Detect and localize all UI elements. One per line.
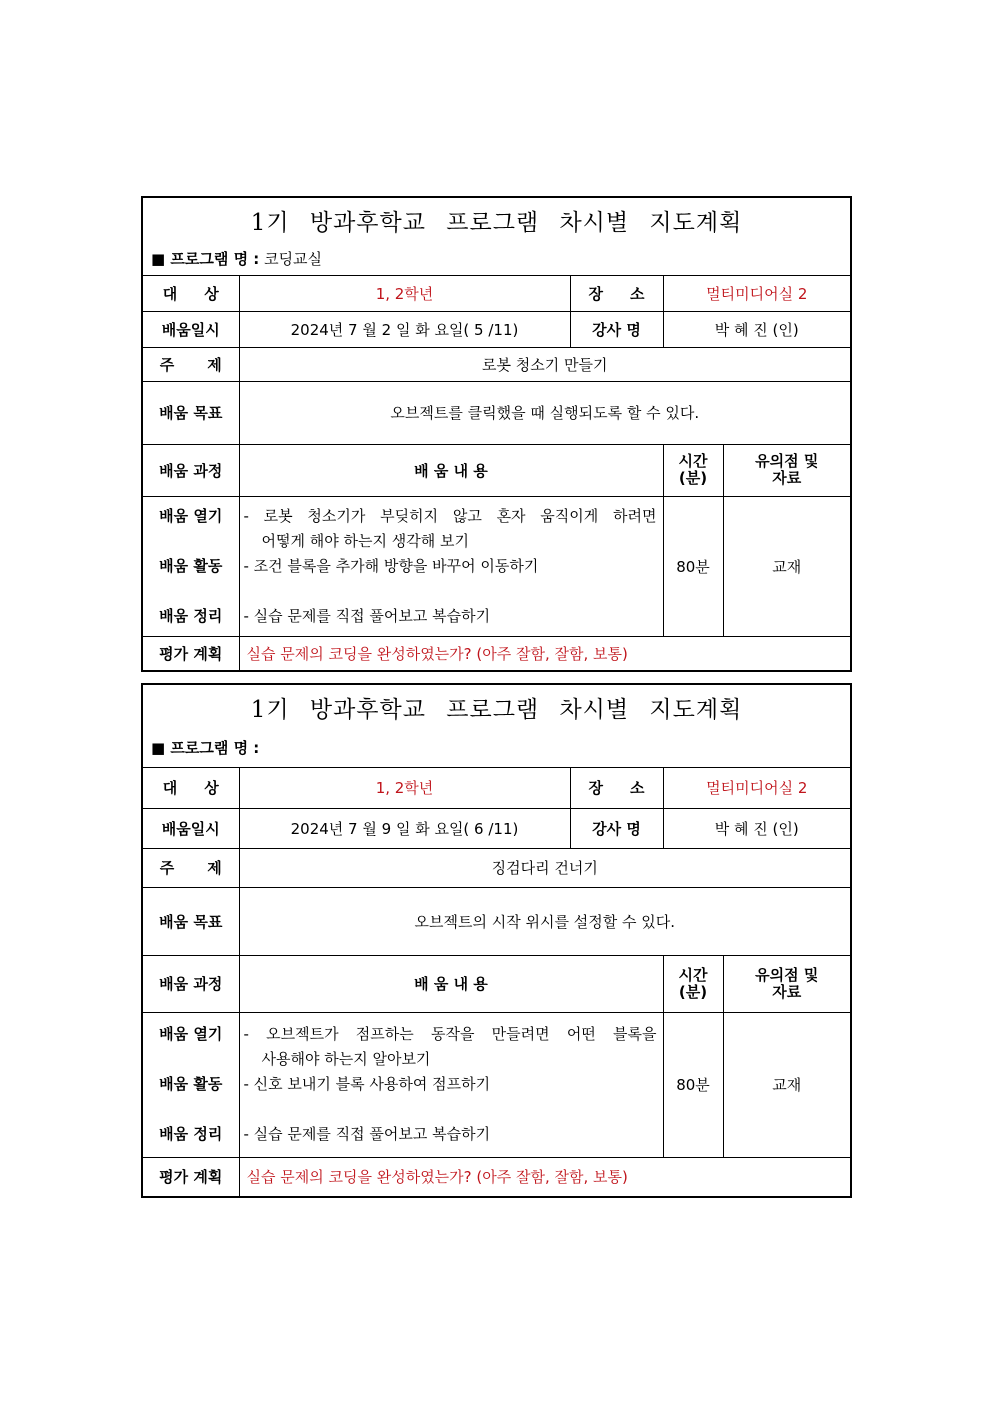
step-activity: 배움 활동 bbox=[159, 556, 223, 575]
step-wrapup: 배움 정리 bbox=[159, 606, 223, 625]
date-value: 2024년 7 월 9 일 화 요일( 6 /11) bbox=[239, 808, 570, 848]
place-value: 멀티미디어실 2 bbox=[663, 276, 850, 311]
topic-value: 징검다리 건너기 bbox=[239, 848, 850, 887]
target-label: 대 상 bbox=[143, 276, 239, 311]
content-line: 사용해야 하는지 알아보기 bbox=[261, 1050, 431, 1068]
plan-title: 1기 방과후학교 프로그램 차시별 지도계획 bbox=[250, 210, 743, 236]
eval-value: 실습 문제의 코딩을 완성하였는가? (아주 잘함, 잘함, 보통) bbox=[239, 1157, 850, 1196]
target-label: 대 상 bbox=[143, 768, 239, 808]
goal-label: 배움 목표 bbox=[143, 381, 239, 444]
place-value: 멀티미디어실 2 bbox=[663, 768, 850, 808]
date-value: 2024년 7 월 2 일 화 요일( 5 /11) bbox=[239, 311, 570, 347]
eval-value: 실습 문제의 코딩을 완성하였는가? (아주 잘함, 잘함, 보통) bbox=[239, 636, 850, 670]
process-steps bbox=[143, 1012, 239, 1157]
step-activity: 배움 활동 bbox=[159, 1075, 223, 1093]
program-line bbox=[151, 737, 259, 758]
target-value: 1, 2학년 bbox=[239, 276, 570, 311]
goal-value: 오브젝트를 클릭했을 때 실행되도록 할 수 있다. bbox=[239, 381, 850, 444]
teacher-label: 강사 명 bbox=[570, 808, 663, 848]
place-label: 장 소 bbox=[570, 276, 663, 311]
time-label: 시간 (분) bbox=[663, 444, 723, 496]
target-value: 1, 2학년 bbox=[239, 768, 570, 808]
content-line bbox=[244, 1097, 657, 1122]
content-line: - 로봇 청소기가 부딪히지 않고 혼자 움직이게 하려면 bbox=[243, 506, 657, 525]
teacher-value: 박 혜 진 (인) bbox=[663, 311, 850, 347]
content-cell bbox=[239, 496, 663, 636]
step-open: 배움 열기 bbox=[159, 1025, 223, 1043]
place-label: 장 소 bbox=[570, 768, 663, 808]
notes-label: 유의점 및 자료 bbox=[723, 444, 850, 496]
plan-header bbox=[143, 685, 850, 768]
date-label: 배움일시 bbox=[143, 311, 239, 347]
lesson-plan-2 bbox=[141, 683, 852, 1198]
content-line bbox=[244, 579, 657, 604]
plan-table bbox=[143, 276, 850, 670]
plan-title: 1기 방과후학교 프로그램 차시별 지도계획 bbox=[250, 697, 743, 723]
content-line: - 조건 블록을 추가해 방향을 바꾸어 이동하기 bbox=[243, 556, 539, 575]
eval-label: 평가 계획 bbox=[143, 1157, 239, 1196]
time-value: 80분 bbox=[663, 1012, 723, 1157]
content-line: - 실습 문제를 직접 풀어보고 복습하기 bbox=[243, 606, 491, 625]
teacher-label: 강사 명 bbox=[570, 311, 663, 347]
plan-header bbox=[143, 198, 850, 276]
process-label: 배움 과정 bbox=[143, 444, 239, 496]
content-label: 배 움 내 용 bbox=[239, 444, 663, 496]
plan-table bbox=[143, 768, 850, 1196]
content-line: - 오브젝트가 점프하는 동작을 만들려면 어떤 블록을 bbox=[243, 1025, 657, 1043]
content-label: 배 움 내 용 bbox=[239, 955, 663, 1012]
notes-label: 유의점 및 자료 bbox=[723, 955, 850, 1012]
content-line: 어떻게 해야 하는지 생각해 보기 bbox=[261, 531, 469, 550]
teacher-value: 박 혜 진 (인) bbox=[663, 808, 850, 848]
goal-label: 배움 목표 bbox=[143, 887, 239, 955]
content-cell bbox=[239, 1012, 663, 1157]
step-open: 배움 열기 bbox=[159, 506, 223, 525]
time-label: 시간 (분) bbox=[663, 955, 723, 1012]
step-wrapup: 배움 정리 bbox=[159, 1125, 223, 1143]
program-label: ■ 프로그램 명 : bbox=[151, 250, 260, 268]
time-value: 80분 bbox=[663, 496, 723, 636]
lesson-plan-1 bbox=[141, 196, 852, 672]
topic-value: 로봇 청소기 만들기 bbox=[239, 347, 850, 381]
date-label: 배움일시 bbox=[143, 808, 239, 848]
content-line: - 신호 보내기 블록 사용하여 점프하기 bbox=[243, 1075, 491, 1093]
notes-value: 교재 bbox=[723, 1012, 850, 1157]
topic-label: 주 제 bbox=[143, 848, 239, 887]
content-line: - 실습 문제를 직접 풀어보고 복습하기 bbox=[243, 1125, 491, 1143]
process-steps bbox=[143, 496, 239, 636]
program-label: ■ 프로그램 명 : bbox=[151, 739, 260, 757]
topic-label: 주 제 bbox=[143, 347, 239, 381]
program-line bbox=[151, 248, 322, 269]
eval-label: 평가 계획 bbox=[143, 636, 239, 670]
goal-value: 오브젝트의 시작 위시를 설정할 수 있다. bbox=[239, 887, 850, 955]
notes-value: 교재 bbox=[723, 496, 850, 636]
process-label: 배움 과정 bbox=[143, 955, 239, 1012]
program-name: 코딩교실 bbox=[264, 250, 323, 268]
